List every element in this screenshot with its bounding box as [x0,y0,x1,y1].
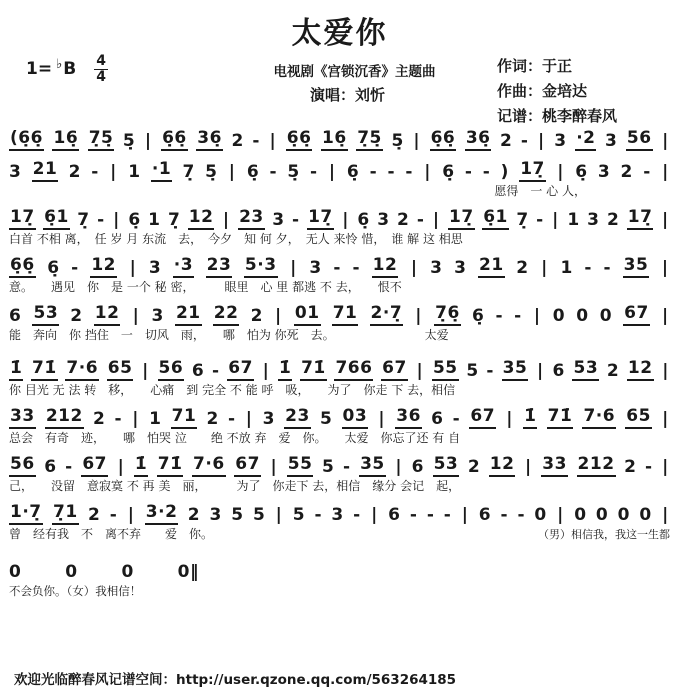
notation-line-6: 1̇ 71̇ 7·6 65 | 56 6 - 67 | 1̇ 71̇ 766 67 | 55 5 - 35 | 6 53 2 12 | [10,358,669,382]
system-9 [9,500,670,542]
credits-block [497,54,617,129]
transcriber-footer-note: 欢迎光临醉春风记谱空间：http://user.qzone.qq.com/563264185 [14,672,457,688]
key-note: B [63,59,77,80]
lyrics-line-10: 不会负你。（女）我相信！ [9,584,142,598]
lyrics-line-9-left: 曾 经有我 不 离不弃 爱 你。 [9,527,214,541]
system-4 [9,253,670,295]
singer-credit: 演唱：刘忻 [309,86,385,104]
notation-line-9: 1·7̣ 7̣1 2 - | 3·2 2 3 5 5 | 5 - 3 - | 6 - - - | 6 - - 0 | 0 0 0 0 | [10,502,669,526]
lyrics-line-6: 你 目光 无 法 转 移， 心痛 到 完全 不 能 呼 吸， 为了 你走 下 去，相信 [9,383,456,397]
system-7 [9,404,670,446]
score-header [0,0,679,124]
flat-icon: ♭ [56,56,63,72]
credit-lyricist: 作词：于正 [497,57,573,75]
credit-transcriber: 记谱：桃李醉春风 [497,107,618,125]
notation-line-7: 33 212 2 - | 1 71 2 - | 3 23 5 03 | 36 6 - 67 | 1̇ 71̇ 7·6 65 | [10,406,669,430]
time-signature-denominator: 4 [96,68,106,85]
time-signature-numerator: 4 [96,53,106,69]
system-10 [9,557,670,599]
system-3 [9,205,670,247]
lyrics-line-9-right: （男）相信我，我这一生都 [538,528,670,541]
system-2 [9,157,670,199]
lyrics-line-4: 意。 遇见 你 是 一个 秘 密， 眼里 心 里 都逃 不 去， 恨不 [9,280,402,294]
lyrics-line-2: 愿得 一 心 人， [494,184,586,198]
system-5 [9,301,670,343]
key-prefix: 1= [26,59,53,80]
notation-line-10: 0 0 0 0‖ [9,562,199,583]
system-6 [9,356,670,398]
notation-line-3: 17̣ 6̣1 7̣ - | 6̣ 1 7̣ 12 | 23 3 - 17̣ | 6̣ 3 2 - | 17̣ 6̣1 7̣ - | 1 3 2 17̣ | [10,207,669,231]
lyrics-line-5: 能 奔向 你 挡住 一 切风 雨， 哪 怕为 你死 去。 太爱 [9,328,449,342]
lyrics-line-7: 总会 有奇 迹， 哪 怕哭 泣 绝 不放 弃 爱 你。 太爱 你忘了还 有 自 [9,431,461,445]
lyrics-line-9 [9,527,670,542]
lyrics-line-3: 白首 不相 离， 任 岁 月 东流 去， 今夕 知 何 夕， 无人 来怜 惜， 谁 解 这 相思 [9,232,463,246]
notation-line-4: 6̣6̣ 6̣ - 12 | 3 ·3 23 5·3 | 3 - - 12 | 3 3 21 2 | 1 - - 35 | [10,255,669,279]
credit-composer: 作曲：金培达 [497,82,588,100]
notation-line-5: 6 53 2 12 | 3 21 22 2 | 01 71 2·7̣ | 7̣6̣ 6̣ - - | 0 0 0 67 | [9,303,669,327]
song-title: 太爱你 [291,16,388,51]
lyrics-line-8: 己， 没留 意寂寞 不 再 美 丽， 为了 你走下 去，相信 缘分 会记 起， [9,479,461,493]
notation-area [0,124,679,599]
notation-line-8: 56 6 - 67 | 1̇ 71̇ 7·6 67 | 55 5 - 35 | 6 53 2 12 | 33 212 2 - | [10,454,669,478]
notation-line-2: 3 21 2 - | 1 ·1 7̣ 5̣ | 6̣ - 5̣ - | 6̣ - - - | 6̣ - - ) 17̣ | 6̣ 3 2 - | [9,159,669,183]
system-1 [9,126,670,151]
notation-line-1: (6̣6̣ 16̣ 7̣5̣ 5̣ | 6̣6̣ 36̣ 2 - | 6̣6̣ 16̣ 7̣5̣ 5̣ | 6̣6̣ 36̣ 2 - | 3 ·2 3 56 | [10,128,669,152]
system-8 [9,452,670,494]
song-subtitle: 电视剧《宫锁沉香》主题曲 [273,64,436,80]
